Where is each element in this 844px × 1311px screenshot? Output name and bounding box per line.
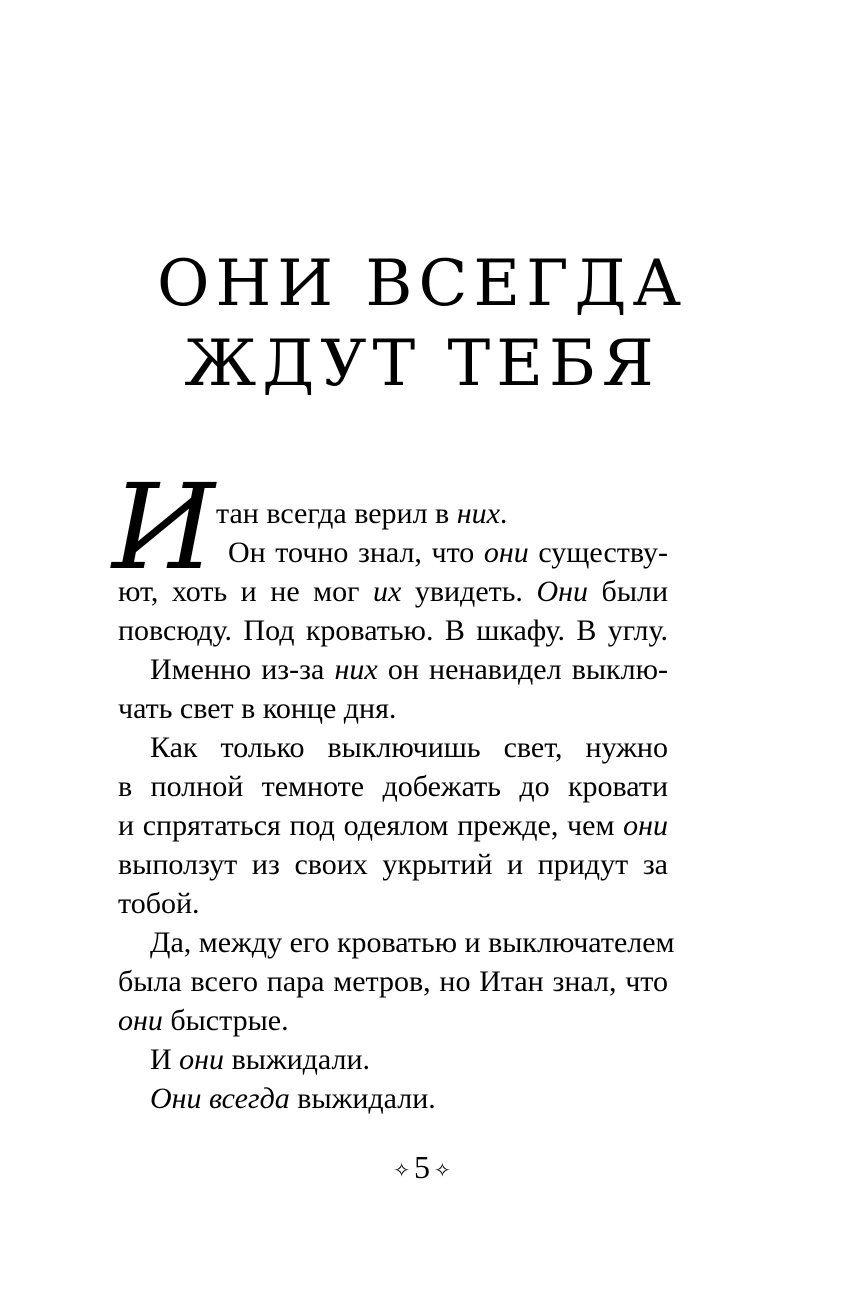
text-span: И <box>150 1043 180 1076</box>
ornament-right-icon: ✧ <box>434 1159 451 1182</box>
page-number-value: 5 <box>414 1149 430 1185</box>
text-span: выжидали. <box>224 1043 371 1076</box>
text-span: . <box>499 497 508 530</box>
text-line <box>118 572 668 611</box>
emphasis: они <box>623 809 668 842</box>
emphasis: Они всегда <box>150 1082 290 1115</box>
chapter-title-line-2: ЖДУТ ТЕБЯ <box>184 327 660 401</box>
emphasis: они <box>483 536 529 569</box>
text-line <box>118 1001 668 1040</box>
text-line: была всего пара метров, но Итан знал, что <box>118 965 668 998</box>
text-line: Да, между его кроватью и выключателем <box>150 926 675 959</box>
text-span: он ненавидел выклю- <box>377 653 668 686</box>
text-span: увидеть. <box>401 575 537 608</box>
text-line: повсюду. Под кроватью. В шкафу. В углу. <box>118 614 668 647</box>
text-span: выжидали. <box>289 1082 436 1115</box>
text-span: были <box>588 575 669 608</box>
text-line <box>118 806 668 845</box>
text-line <box>150 650 668 689</box>
text-span: быстрые. <box>162 1004 289 1037</box>
emphasis: их <box>372 575 402 608</box>
text-span: существу- <box>528 536 669 569</box>
emphasis: Они <box>536 575 589 608</box>
text-line <box>150 1079 668 1118</box>
text-line <box>216 494 668 533</box>
text-line <box>228 533 668 572</box>
text-line: тобой. <box>118 887 200 920</box>
text-line: в полной темноте добежать до кровати <box>118 770 668 803</box>
chapter-title-line-1: ОНИ ВСЕГДА <box>156 247 688 321</box>
text-span: и спрятаться под одеялом прежде, чем <box>118 809 624 842</box>
emphasis: них <box>456 497 500 530</box>
drop-cap: И <box>112 458 215 596</box>
text-line: Как только выключишь свет, нужно <box>150 731 668 764</box>
text-line: выползут из своих укрытий и придут за <box>118 848 668 881</box>
emphasis: они <box>118 1004 163 1037</box>
text-line <box>150 1040 668 1079</box>
text-span: Именно из-за <box>150 653 335 686</box>
page-number <box>0 1147 844 1191</box>
emphasis: они <box>179 1043 225 1076</box>
text-span: ют, хоть и не мог <box>118 575 373 608</box>
text-line: чать свет в конце дня. <box>118 692 397 725</box>
text-span: тан всегда верил в <box>216 497 457 530</box>
text-span: Он точно знал, что <box>228 536 484 569</box>
ornament-left-icon: ✧ <box>393 1159 410 1182</box>
emphasis: них <box>334 653 378 686</box>
